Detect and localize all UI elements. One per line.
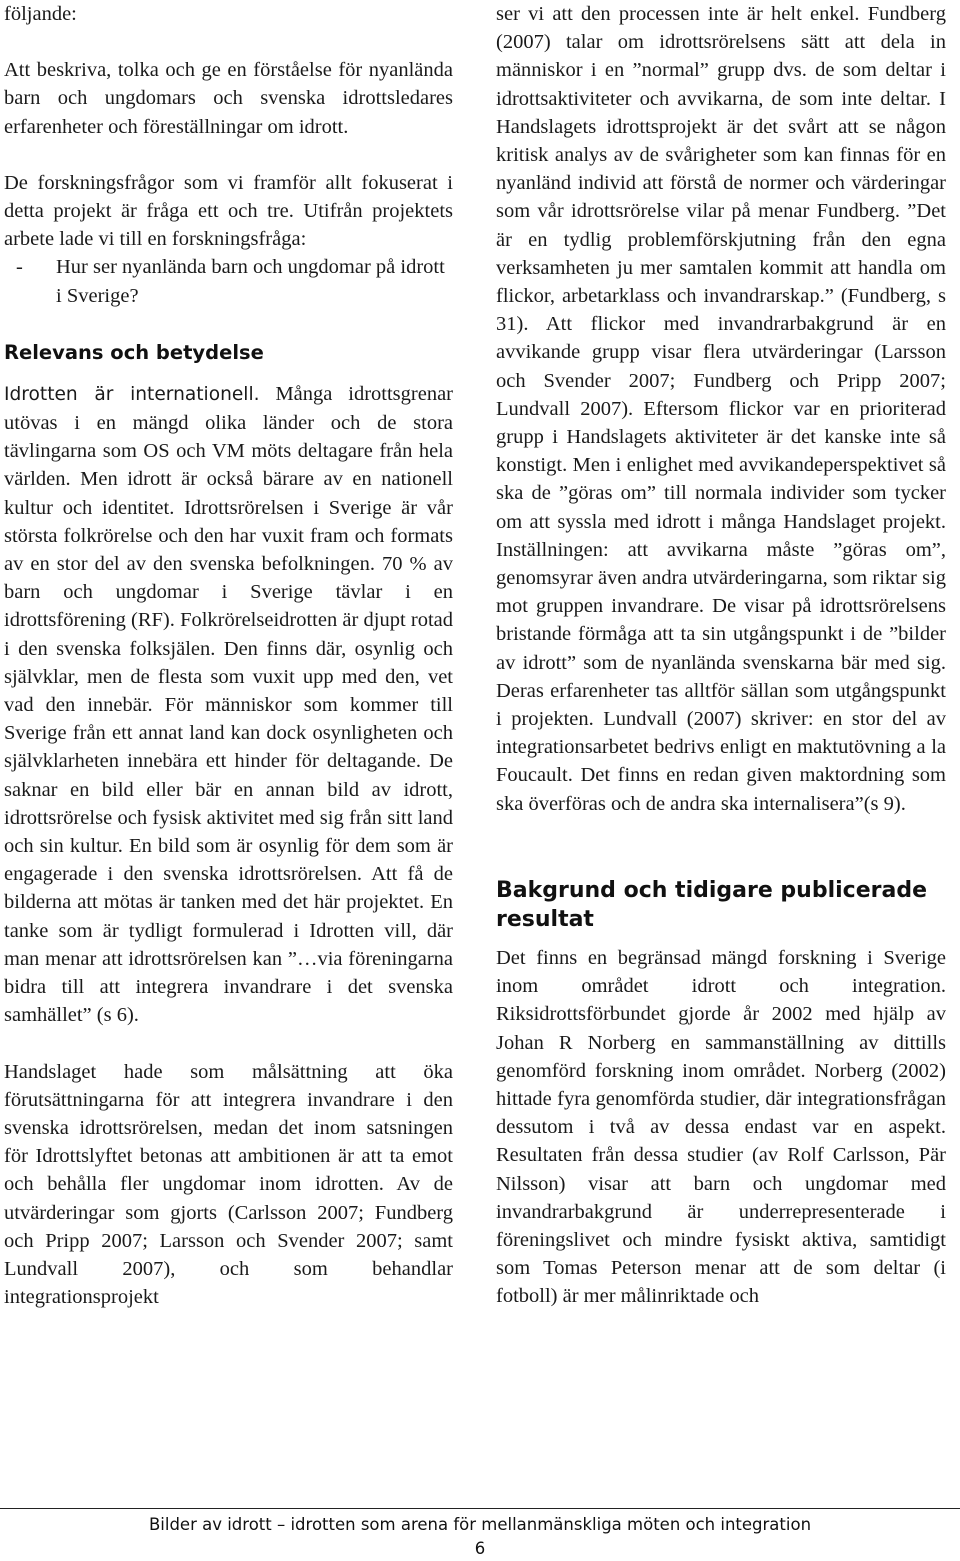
list-dash: -: [16, 256, 23, 279]
continuation-paragraph: ser vi att den processen inte är helt enkel. Fundberg (2007) talar om idrottsrörelsens sätt att dela in människor i en ”normal” grupp dvs. de som deltar i idrottsaktiviteter och avvikarna, de som inte deltar. I Handslagets idrottsprojekt är det svårt att se någon kritisk analys av de svårigheter som kan finnas för en nyanländ individ att förstå de normer och värderingar som vår idrottsrörelse vilar på menar Fundberg. ”Det är en tydlig problemförskjutning från den egna verksamheten ju mer samtalen kommit att handla om flickor, arbetarklass och invandrarskap.” (Fundberg, s 31). Att flickor med invandrarbakgrund är en avvikande grupp visar flera utvärderingar (Larsson och Svender 2007; Fundberg och Pripp 2007; Lundvall 2007). Eftersom flickor var en prioriterad grupp i Handslagets aktiviteter är det kanske inte så konstigt. Men i enlighet med avvikandeperspektivet så ska de ”göras om” till normala individer som tycker om att syssla med idrott i många Handslaget projekt. Inställningen: att avvikarna måste ”göras om”, genomsyrar även andra utvärderingarna, som riktar sig mot gruppen invandrare. De visar på idrottsrörelsens bristande förmåga att ta sin utgångspunkt i de ”bilder av idrott” som de nyanlända svenskarna bär med sig. Deras erfarenheter tas alltför sällan som utgångspunkt i projekten. Lundvall (2007) skriver: en stor del av integrationsarbetet bedrivs enligt en maktutövning a la Foucault. Det finns en redan given maktordning som ska överföras och de andra ska internalisera”(s 9).: [496, 3, 946, 815]
research-questions-paragraph: De forskningsfrågor som vi framför allt fokuserat i detta projekt är fråga ett och tre. Utifrån projektets arbete lade vi till en forskningsfråga:: [4, 171, 453, 251]
intro-label: följande:: [4, 3, 77, 25]
research-question-item: [4, 253, 453, 309]
handslaget-paragraph: Handslaget hade som målsättning att öka förutsättningarna för att integrera invandrare i den svenska idrottsrörelsen, medan det inom satsningen för Idrottslyftet betonas att ambitionen är att ta emot och behålla fler ungdomar inom idrotten. Av de utvärderingar som gjorts (Carlsson 2007; Fundberg och Pripp 2007; Larsson och Svender 2007; samt Lundvall 2007), och som behandlar integrationsprojekt: [4, 1060, 453, 1309]
relevance-paragraph: [4, 380, 453, 1030]
section-heading-background: Bakgrund och tidigare publicerade resultat: [496, 877, 927, 932]
aim-paragraph: Att beskriva, tolka och ge en förståelse för nyanlända barn och ungdomars och svenska idrottsledares erfarenheter och föreställningar om idrott.: [4, 59, 453, 138]
left-column: [4, 0, 453, 1501]
right-column: [496, 0, 946, 1501]
footer-title: Bilder av idrott – idrotten som arena för mellanmänskliga möten och integration: [148, 1515, 812, 1534]
footer-divider: [0, 1508, 960, 1509]
research-question: Hur ser nyanlända barn och ungdomar på idrott i Sverige?: [56, 256, 445, 307]
relevance-lead: Idrotten är internationell.: [4, 383, 260, 405]
background-paragraph: Det finns en begränsad mängd forskning i Sverige inom området idrott och integration. Riksidrottsförbundet gjorde år 2002 med hjälp av Johan R Norberg en sammanställning av dittills genomförd forskning inom området. Norberg (2002) hittade fyra genomförda studier, där integrationsfrågan dessutom i två av dessa endast var en aspekt. Resultaten från dessa studier (av Rolf Carlsson, Pär Nilsson) visar att barn och ungdomar med invandrarbakgrund är underrepresenterade i föreningslivet och mindre fysiskt aktiva, samtidigt som Tomas Peterson menar att de som deltar (i fotboll) är mer målinriktade och: [496, 946, 946, 1308]
page-number: 6: [474, 1539, 486, 1558]
relevance-body: Många idrottsgrenar utövas i en mängd olika länder och de stora tävlingarna som OS och VM möts deltagare från hela världen. Men idrott är också bärare av en nationell kultur och identitet. Idrottsrörelsen i Sverige är vår största folkrörelse och den har vuxit fram och formats av en stor del av den svenska befolkningen. 70 % av barn och ungdomar i Sverige tävlar i en idrottsförening (RF). Folkrörelseidrotten är djupt rotad i den svenska folksjälen. Den finns där, osynlig och självklar, men de flesta som vuxit upp med den, vet vad den innebär. För människor som kommer till Sverige från ett annat land kan dock osynligheten och självklarheten innebära ett hinder för deltagande. De saknar en bild eller bär en annan bild av idrott, idrottsrörelse och fysisk aktivitet med sig från sitt land och sin kultur. En bild som är osynlig för dem som är engagerade i den svenska idrottsrörelsen. Att få de bilderna att mötas är tanken med det här projektet. En tanke som är tydligt formulerad i Idrotten vill, där man menar att idrottsrörelsen kan ”…via föreningarna bidra till att integrera invandrare i det svenska samhället” (s 6).: [4, 382, 453, 1027]
section-heading-relevance: Relevans och betydelse: [4, 340, 264, 364]
